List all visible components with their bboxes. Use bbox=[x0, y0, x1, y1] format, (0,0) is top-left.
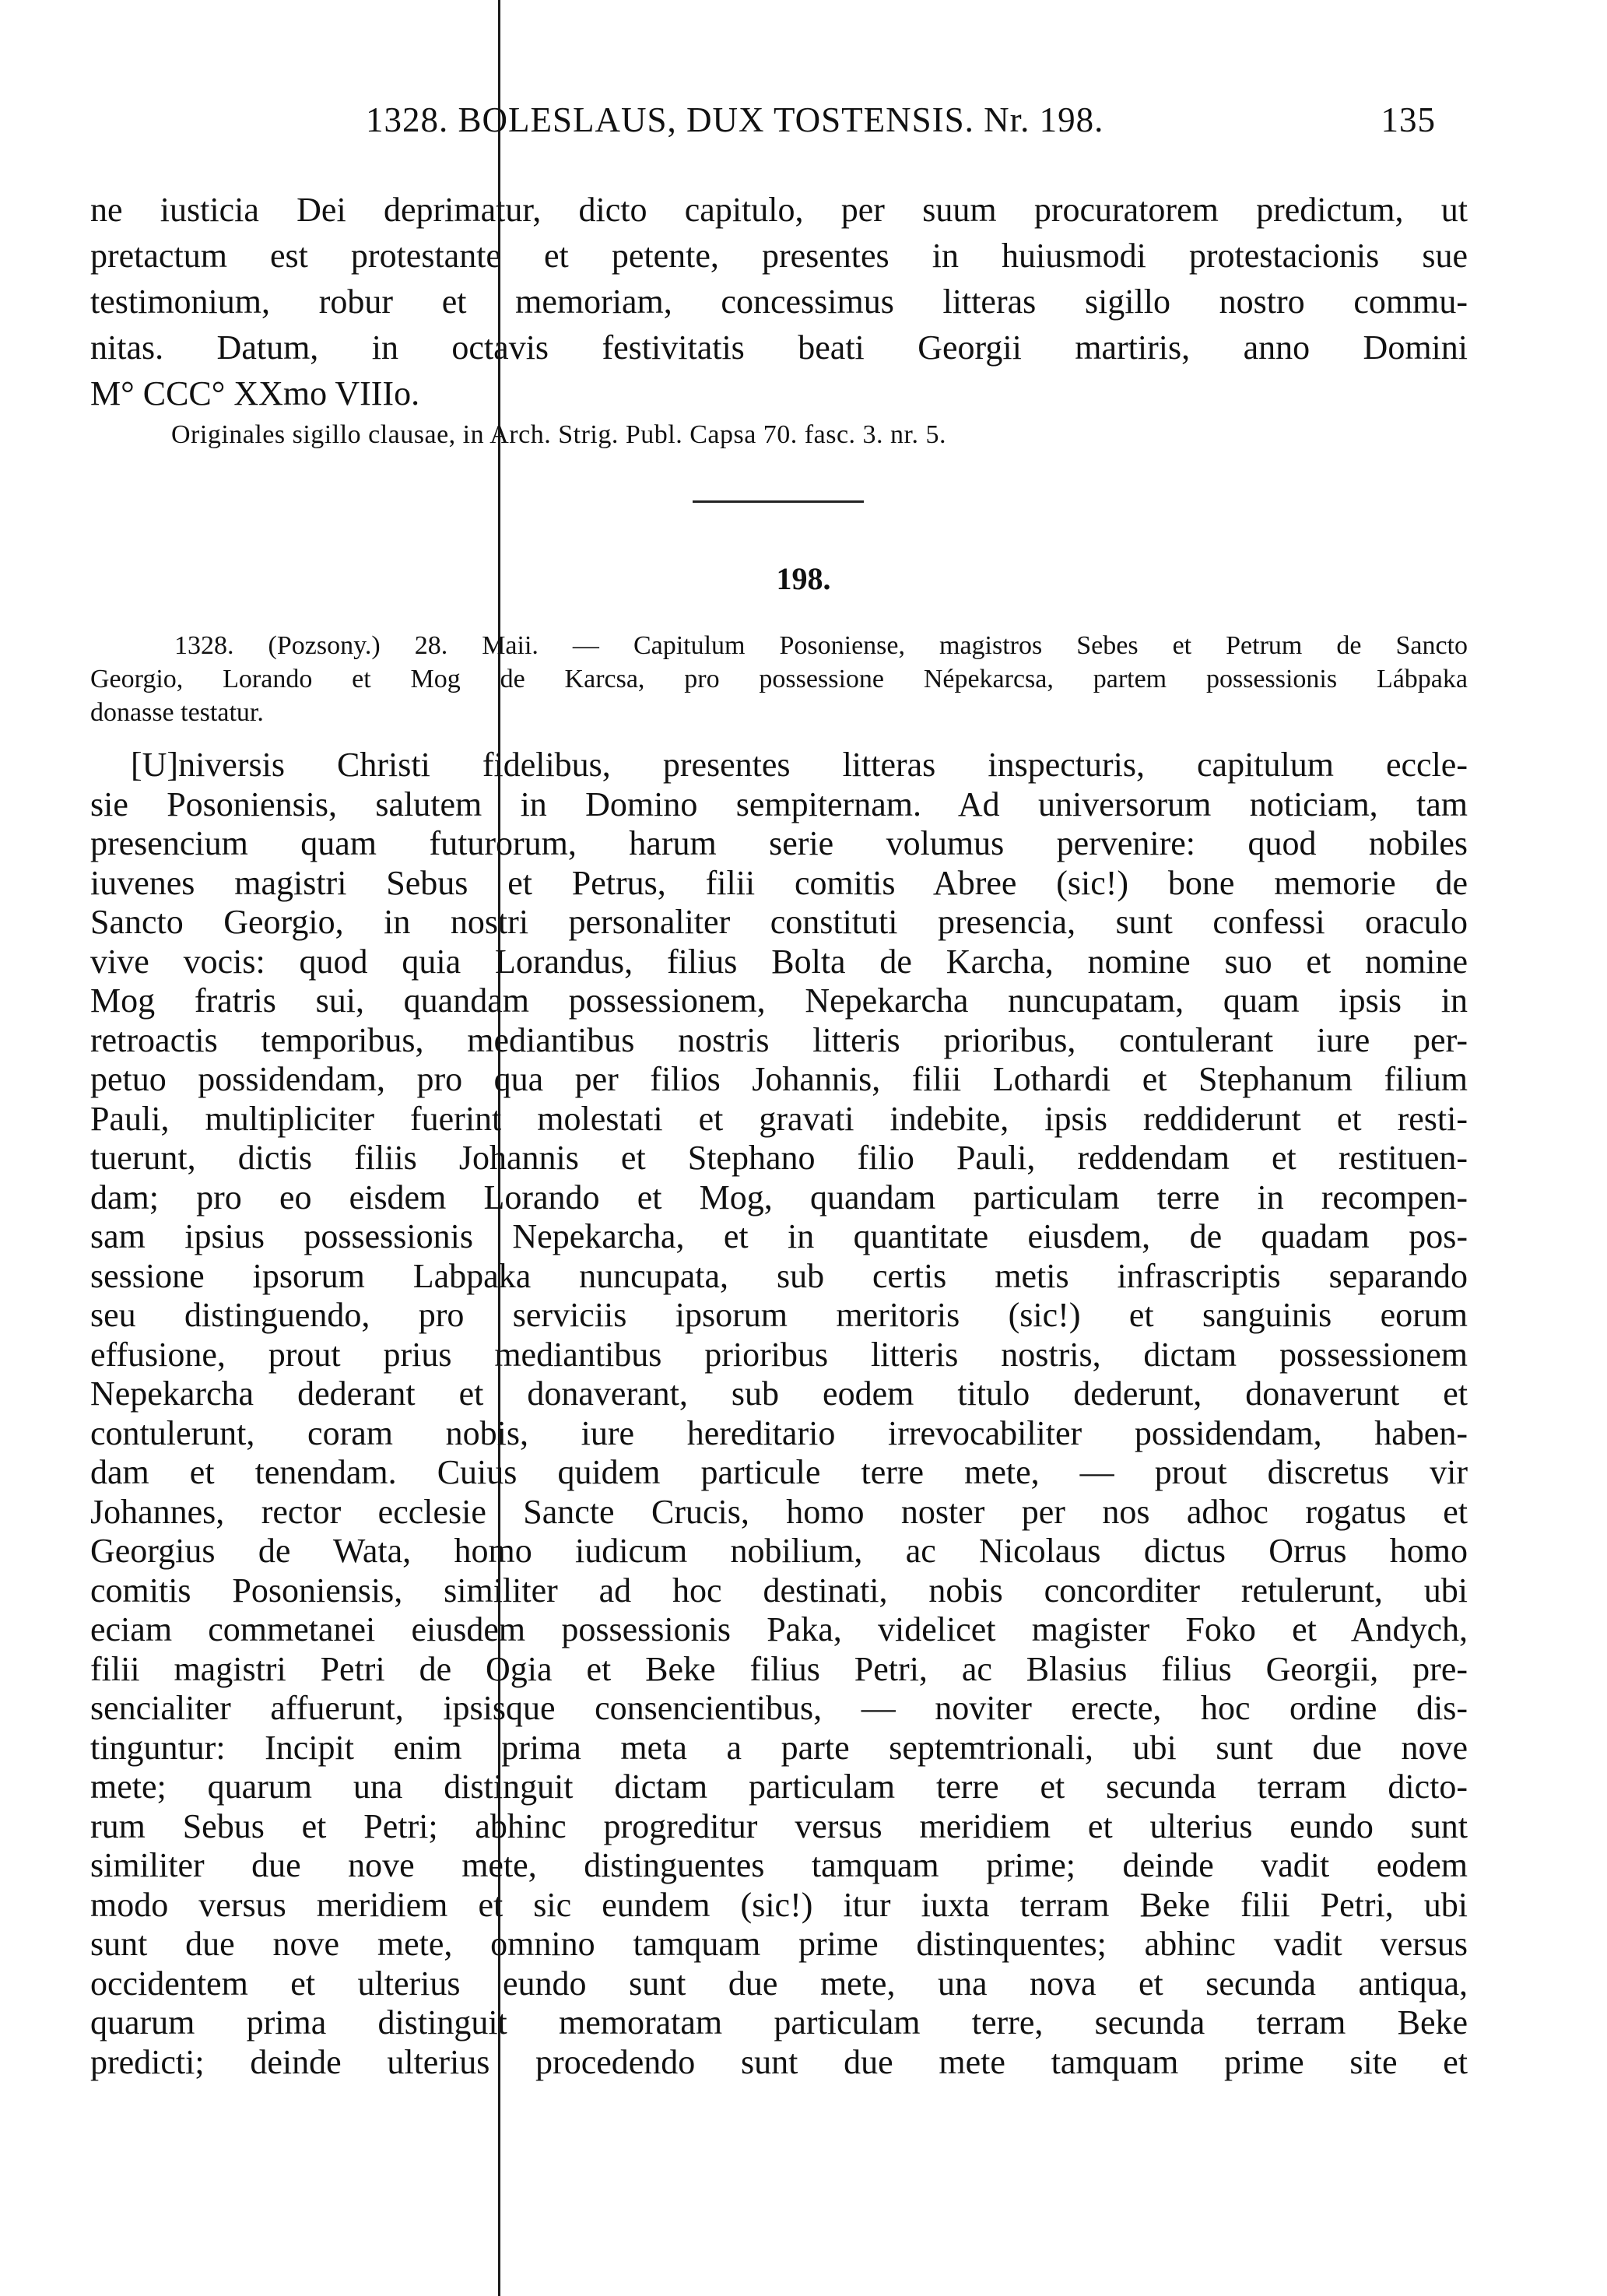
body-line: dam; pro eo eisdem Lorando et Mog, quandam particulam terre in recompen- bbox=[90, 1178, 1468, 1216]
body-line: similiter due nove mete, distinguentes tamquam prime; deinde vadit eodem bbox=[90, 1846, 1468, 1884]
body-line: petuo possidendam, pro qua per filios Johannis, filii Lothardi et Stephanum filium bbox=[90, 1060, 1468, 1098]
body-line: tinguntur: Incipit enim prima meta a parte septemtrionali, ubi sunt due nove bbox=[90, 1728, 1468, 1767]
page-header bbox=[366, 100, 1436, 149]
body-line: contulerunt, coram nobis, iure hereditario irrevocabiliter possidendam, haben- bbox=[90, 1413, 1468, 1452]
running-title: 1328. BOLESLAUS, DUX TOSTENSIS. Nr. 198. bbox=[366, 100, 1104, 139]
body-line: sunt due nove mete, omnino tamquam prime distinquentes; abhinc vadit versus bbox=[90, 1925, 1468, 1963]
charter-body-text bbox=[90, 746, 1468, 2082]
section-divider bbox=[693, 500, 864, 503]
body-line: retroactis temporibus, mediantibus nostris litteris prioribus, contulerant iure per- bbox=[90, 1020, 1468, 1059]
text-line: nitas. Datum, in octavis festivitatis beati Georgii martiris, anno Domini bbox=[90, 328, 1468, 367]
body-line: Johannes, rector ecclesie Sancte Crucis, homo noster per nos adhoc rogatus et bbox=[90, 1492, 1468, 1531]
body-line: vive vocis: quod quia Lorandus, filius Bolta de Karcha, nomine suo et nomine bbox=[90, 942, 1468, 981]
body-line: mete; quarum una distinguit dictam particulam terre et secunda terram dicto- bbox=[90, 1768, 1468, 1806]
body-line: [U]niversis Christi fidelibus, presentes litteras inspecturis, capitulum eccle- bbox=[131, 746, 1468, 784]
text-line: pretactum est protestante et petente, presentes in huiusmodi protestacionis sue bbox=[90, 237, 1468, 275]
source-note: Originales sigillo clausae, in Arch. Strig. Publ. Capsa 70. fasc. 3. nr. 5. bbox=[171, 420, 946, 449]
body-line: modo versus meridiem et sic eundem (sic!) itur iuxta terram Beke filii Petri, ubi bbox=[90, 1885, 1468, 1924]
body-line: comitis Posoniensis, similiter ad hoc destinati, nobis concorditer retulerunt, ubi bbox=[90, 1571, 1468, 1610]
page-number: 135 bbox=[1381, 100, 1436, 139]
body-line: sam ipsius possessionis Nepekarcha, et in quantitate eiusdem, de quadam pos- bbox=[90, 1217, 1468, 1255]
regest-summary bbox=[90, 629, 1468, 729]
body-line: dam et tenendam. Cuius quidem particule terre mete, — prout discretus vir bbox=[90, 1453, 1468, 1491]
body-line: rum Sebus et Petri; abhinc progreditur versus meridiem et ulterius eundo sunt bbox=[90, 1806, 1468, 1845]
regest-line: 1328. (Pozsony.) 28. Maii. — Capitulum Posoniense, magistros Sebes et Petrum de Sancto bbox=[174, 631, 1468, 660]
text-line: ne iusticia Dei deprimatur, dicto capitulo, per suum procuratorem predictum, ut bbox=[90, 191, 1468, 229]
body-line: occidentem et ulterius eundo sunt due mete, una nova et secunda antiqua, bbox=[90, 1964, 1468, 2003]
body-line: eciam commetanei eiusdem possessionis Paka, videlicet magister Foko et Andych, bbox=[90, 1610, 1468, 1648]
text-line: testimonium, robur et memoriam, concessimus litteras sigillo nostro commu- bbox=[90, 283, 1468, 321]
body-line: Mog fratris sui, quandam possessionem, Nepekarcha nuncupatam, quam ipsis in bbox=[90, 981, 1468, 1020]
body-line: Georgius de Wata, homo iudicum nobilium, ac Nicolaus dictus Orrus homo bbox=[90, 1532, 1468, 1570]
text-line: M° CCC° XXmo VIIIo. bbox=[90, 374, 420, 413]
body-line: sessione ipsorum Labpaka nuncupata, sub certis metis infrascriptis separando bbox=[90, 1256, 1468, 1295]
document-number: 198. bbox=[776, 561, 831, 596]
regest-line: donasse testatur. bbox=[90, 698, 264, 727]
body-line: presencium quam futurorum, harum serie volumus pervenire: quod nobiles bbox=[90, 824, 1468, 862]
body-line: sencialiter affuerunt, ipsisque consencientibus, — noviter erecte, hoc ordine dis- bbox=[90, 1689, 1468, 1727]
body-line: filii magistri Petri de Ogia et Beke filius Petri, ac Blasius filius Georgii, pre- bbox=[90, 1649, 1468, 1688]
body-line: tuerunt, dictis filiis Johannis et Stephano filio Pauli, reddendam et restituen- bbox=[90, 1139, 1468, 1177]
body-line: Sancto Georgio, in nostri personaliter constituti presencia, sunt confessi oraculo bbox=[90, 903, 1468, 941]
regest-line: Georgio, Lorando et Mog de Karcsa, pro possessione Népekarcsa, partem possessionis Lábpaka bbox=[90, 665, 1468, 693]
body-line: Nepekarcha dederant et donaverant, sub eodem titulo dederunt, donaverunt et bbox=[90, 1374, 1468, 1413]
body-line: predicti; deinde ulterius procedendo sunt due mete tamquam prime site et bbox=[90, 2042, 1468, 2081]
body-line: Pauli, multipliciter fuerint molestati et gravati indebite, ipsis reddiderunt et resti- bbox=[90, 1099, 1468, 1138]
body-line: iuvenes magistri Sebus et Petrus, filii comitis Abree (sic!) bone memorie de bbox=[90, 863, 1468, 902]
previous-charter-ending bbox=[90, 187, 1468, 416]
body-line: seu distinguendo, pro serviciis ipsorum meritoris (sic!) et sanguinis eorum bbox=[90, 1296, 1468, 1334]
body-line: sie Posoniensis, salutem in Domino sempiternam. Ad universorum noticiam, tam bbox=[90, 785, 1468, 823]
body-line: effusione, prout prius mediantibus prioribus litteris nostris, dictam possessionem bbox=[90, 1335, 1468, 1374]
body-line: quarum prima distinguit memoratam particulam terre, secunda terram Beke bbox=[90, 2003, 1468, 2041]
